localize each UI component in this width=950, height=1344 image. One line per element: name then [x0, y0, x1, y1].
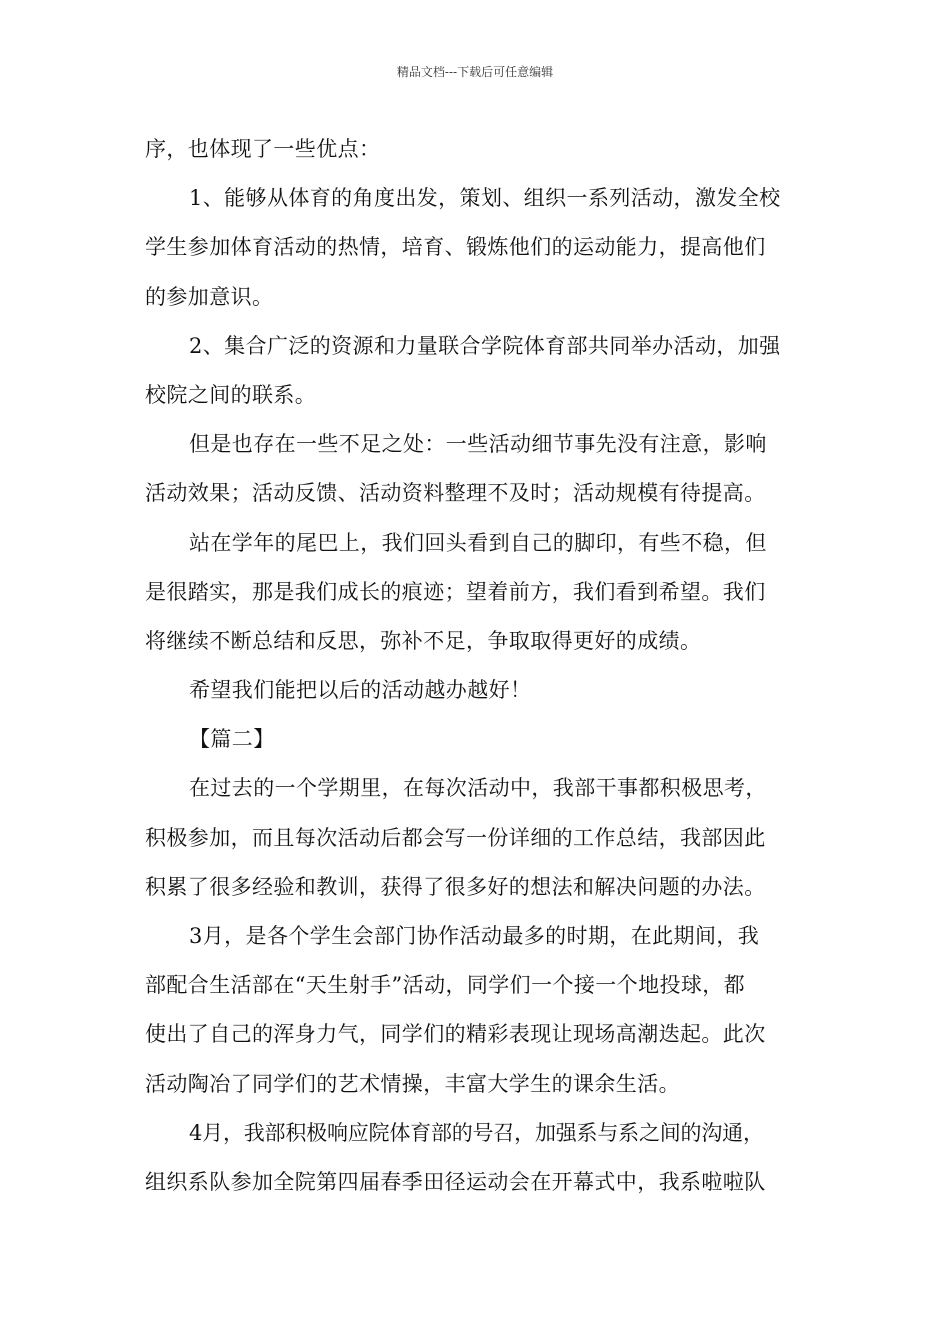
text-line: 2、集合广泛的资源和力量联合学院体育部共同举办活动，加强 [189, 333, 781, 358]
text-line: 但是也存在一些不足之处：一些活动细节事先没有注意，影响 [189, 432, 767, 457]
document-body [145, 125, 810, 1207]
text-line: 积极参加，而且每次活动后都会写一份详细的工作总结，我部因此 [145, 825, 766, 850]
text-line: 部配合生活部在“天生射手”活动，同学们一个接一个地投球，都 [145, 973, 746, 998]
page-header-watermark: 精品文档---下载后可任意编辑 [396, 65, 554, 79]
text-line: 将继续不断总结和反思，弥补不足，争取取得更好的成绩。 [145, 628, 702, 653]
text-line: 活动效果；活动反馈、活动资料整理不及时；活动规模有待提高。 [145, 481, 766, 506]
text-line: 1、能够从体育的角度出发，策划、组织一系列活动，激发全校 [189, 186, 781, 211]
text-line: 活动陶冶了同学们的艺术情操，丰富大学生的课余生活。 [145, 1071, 680, 1096]
text-line: 是很踏实，那是我们成长的痕迹；望着前方，我们看到希望。我们 [145, 579, 766, 604]
text-line: 序，也体现了一些优点： [145, 137, 381, 161]
text-line: 组织系队参加全院第四届春季田径运动会在开幕式中，我系啦啦队 [145, 1169, 766, 1194]
text-line: 3月，是各个学生会部门协作活动最多的时期，在此期间，我 [189, 924, 760, 948]
text-line: 希望我们能把以后的活动越办越好！ [189, 678, 532, 703]
text-line: 使出了自己的浑身力气，同学们的精彩表现让现场高潮迭起。此次 [145, 1022, 766, 1047]
text-line: 在过去的一个学期里，在每次活动中，我部干事都积极思考， [189, 776, 767, 801]
text-line: 积累了很多经验和教训，获得了很多好的想法和解决问题的办法。 [145, 874, 766, 899]
text-line: 的参加意识。 [145, 284, 274, 309]
text-line: 学生参加体育活动的热情，培育、锻炼他们的运动能力，提高他们 [145, 235, 766, 260]
text-line: 校院之间的联系。 [145, 382, 317, 407]
section-heading: 【篇二】 [189, 727, 275, 752]
text-line: 4月，我部积极响应院体育部的号召，加强系与系之间的沟通， [189, 1120, 764, 1145]
text-line: 站在学年的尾巴上，我们回头看到自己的脚印，有些不稳，但 [189, 530, 767, 555]
